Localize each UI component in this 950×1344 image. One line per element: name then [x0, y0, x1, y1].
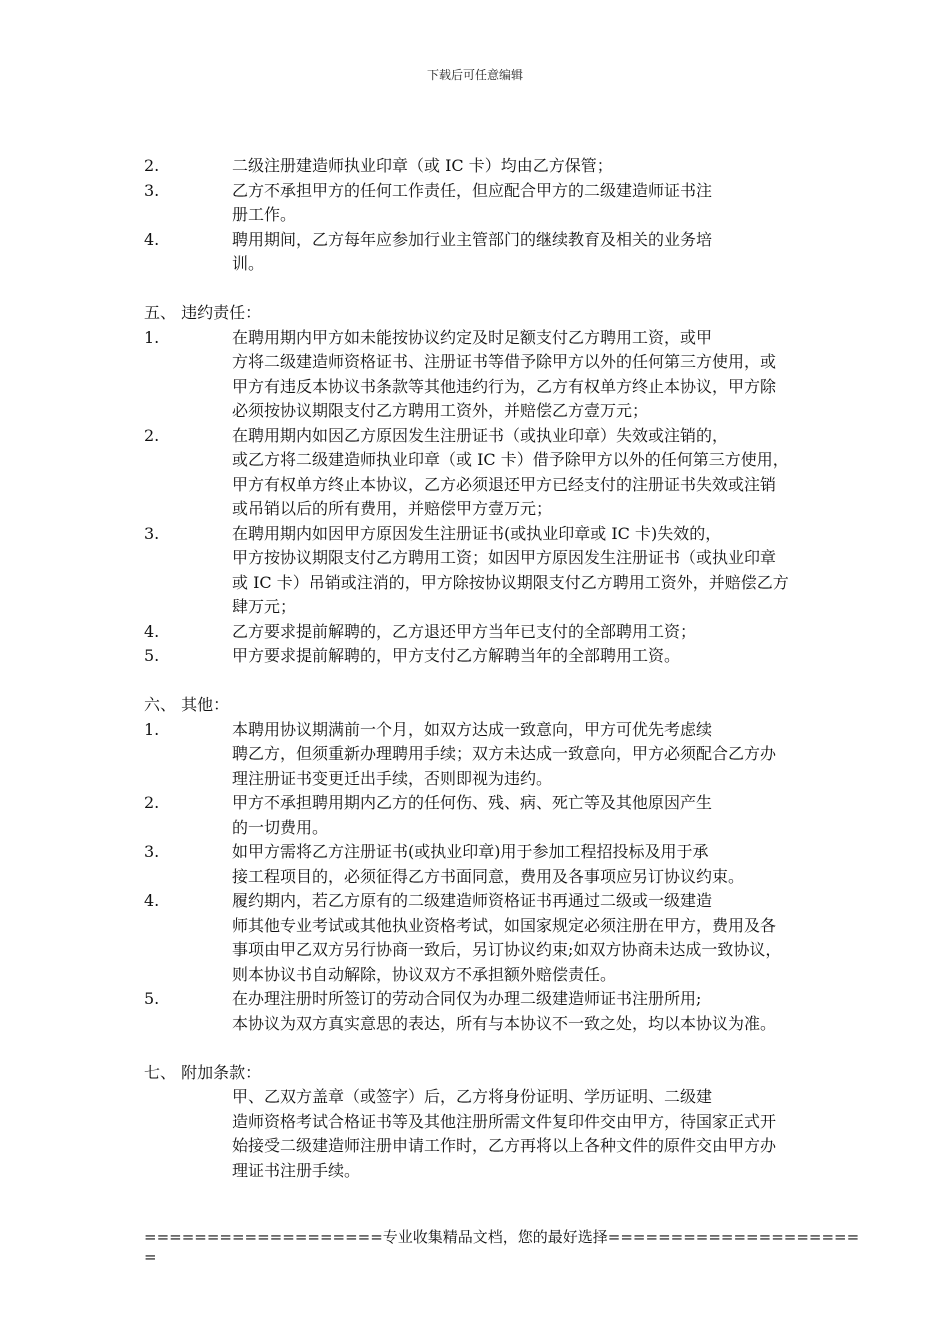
- clause-text: 甲方按协议期限支付乙方聘用工资；如因甲方原因发生注册证书（或执业印章: [232, 548, 777, 567]
- clause-text: 造师资格考试合格证书等及其他注册所需文件复印件交由甲方，待国家正式开: [232, 1111, 777, 1131]
- clause-line: [144, 938, 810, 963]
- clause-line: [144, 522, 810, 547]
- clause-text: 册工作。: [232, 205, 297, 224]
- clause-text: 聘乙方，但须重新办理聘用手续；双方未达成一致意向，甲方必须配合乙方办: [232, 744, 777, 763]
- clause-line: [144, 1134, 810, 1159]
- clause-line: [144, 914, 810, 939]
- footer-line: ===================专业收集精品文档，您的最好选择====================: [144, 1228, 860, 1246]
- clause-line: [144, 791, 810, 816]
- clause-line: [144, 350, 810, 375]
- clause-text: 在聘用期内如因甲方原因发生注册证书(或执业印章或 IC 卡)失效的，: [232, 523, 722, 543]
- clause-text: 本聘用协议期满前一个月，如双方达成一致意向，甲方可优先考虑续: [232, 719, 713, 739]
- clause-text: 师其他专业考试或其他执业资格考试，如国家规定必须注册在甲方，费用及各: [232, 915, 777, 935]
- clause-line: [144, 473, 810, 498]
- clause-line: [144, 375, 810, 400]
- clause-line: [144, 1012, 810, 1037]
- clause-line: [144, 718, 810, 743]
- clause-text: 或 IC 卡）吊销或注消的，甲方除按协议期限支付乙方聘用工资外，并赔偿乙方: [232, 572, 789, 592]
- clause-line: [144, 203, 810, 228]
- clause-line: [144, 448, 810, 473]
- clause-text: 肆万元；: [232, 597, 297, 616]
- blank-line: [144, 277, 810, 302]
- paragraph-line: 甲、乙双方盖章（或签字）后，乙方将身份证明、学历证明、二级建: [232, 1087, 713, 1106]
- page-footer: [144, 1227, 860, 1267]
- clause-line: [144, 497, 810, 522]
- clause-number: 4.: [144, 891, 160, 910]
- footer-line-end: =: [144, 1248, 157, 1266]
- clause-text: 接工程项目的，必须征得乙方书面同意，费用及各事项应另订协议约束。: [232, 866, 745, 886]
- clause-text: 在聘用期内如因乙方原因发生注册证书（或执业印章）失效或注销的，: [232, 425, 729, 445]
- clause-number: 2.: [144, 156, 160, 175]
- section-heading: 六、 其他：: [144, 695, 230, 714]
- section-heading: 五、 违约责任：: [144, 303, 262, 322]
- clause-line: [144, 179, 810, 204]
- clause-text: 训。: [232, 254, 265, 273]
- clause-text: 本协议为双方真实意思的表达，所有与本协议不一致之处，均以本协议为准。: [232, 1013, 777, 1033]
- blank-line: [144, 669, 810, 694]
- clause-line: [144, 399, 810, 424]
- clause-text: 甲方有权单方终止本协议，乙方必须退还甲方已经支付的注册证书失效或注销: [232, 474, 777, 494]
- clause-line: [144, 840, 810, 865]
- clause-line: [144, 889, 810, 914]
- clause-line: [144, 228, 810, 253]
- clause-text: 聘用期间，乙方每年应参加行业主管部门的继续教育及相关的业务培: [232, 229, 713, 249]
- clause-line: [144, 620, 810, 645]
- clause-number: 3.: [144, 180, 160, 200]
- clause-text: 事项由甲乙双方另行协商一致后，另订协议约束;如双方协商未达成一致协议，: [232, 940, 782, 959]
- clause-number: 1.: [144, 719, 160, 739]
- clause-line: [144, 644, 810, 669]
- clause-line: [144, 252, 810, 277]
- clause-line: [144, 595, 810, 620]
- clause-number: 5.: [144, 989, 160, 1008]
- clause-text: 的一切费用。: [232, 817, 329, 837]
- clause-line: [144, 987, 810, 1012]
- document-body: [144, 154, 810, 1183]
- clause-line: [144, 865, 810, 890]
- clause-text: 乙方不承担甲方的任何工作责任，但应配合甲方的二级建造师证书注: [232, 180, 713, 200]
- clause-line: [144, 816, 810, 841]
- clause-line: [144, 1110, 810, 1135]
- clause-text: 或吊销以后的所有费用，并赔偿甲方壹万元；: [232, 499, 553, 518]
- clause-text: 在办理注册时所签订的劳动合同仅为办理二级建造师证书注册所用;: [232, 989, 702, 1008]
- blank-line: [144, 1036, 810, 1061]
- clause-text: 必须按协议期限支付乙方聘用工资外，并赔偿乙方壹万元；: [232, 401, 649, 420]
- clause-text: 二级注册建造师执业印章（或 IC 卡）均由乙方保管；: [232, 156, 613, 175]
- clause-text: 甲方有违反本协议书条款等其他违约行为，乙方有权单方终止本协议，甲方除: [232, 376, 777, 396]
- clause-text: 甲方要求提前解聘的，甲方支付乙方解聘当年的全部聘用工资。: [232, 646, 681, 665]
- clause-line: [144, 154, 810, 179]
- clause-text: 始接受二级建造师注册申请工作时，乙方再将以上各种文件的原件交由甲方办: [232, 1136, 777, 1155]
- clause-number: 5.: [144, 646, 160, 665]
- clause-number: 4.: [144, 621, 160, 641]
- clause-line: [144, 963, 810, 988]
- clause-text: 理注册证书变更迁出手续，否则即视为违约。: [232, 768, 553, 788]
- clause-number: 2.: [144, 793, 160, 812]
- clause-number: 4.: [144, 229, 160, 249]
- section-heading: 七、 附加条款：: [144, 1062, 262, 1082]
- clause-text: 或乙方将二级建造师执业印章（或 IC 卡）借予除甲方以外的任何第三方使用，: [232, 450, 789, 469]
- clause-text: 甲方不承担聘用期内乙方的任何伤、残、病、死亡等及其他原因产生: [232, 793, 713, 812]
- clause-text: 在聘用期内甲方如未能按协议约定及时足额支付乙方聘用工资，或甲: [232, 327, 713, 347]
- clause-line: [144, 767, 810, 792]
- page-header: 下载后可任意编辑: [426, 68, 523, 82]
- clause-text: 乙方要求提前解聘的，乙方退还甲方当年已支付的全部聘用工资；: [232, 621, 697, 641]
- clause-text: 履约期内，若乙方原有的二级建造师资格证书再通过二级或一级建造: [232, 891, 713, 910]
- clause-line: [144, 326, 810, 351]
- clause-line: [144, 742, 810, 767]
- clause-number: 3.: [144, 523, 160, 543]
- clause-line: [144, 1159, 810, 1184]
- clause-text: 如甲方需将乙方注册证书(或执业印章)用于参加工程招投标及用于承: [232, 842, 709, 861]
- clause-text: 理证书注册手续。: [232, 1160, 361, 1180]
- clause-number: 2.: [144, 425, 160, 445]
- clause-number: 1.: [144, 327, 160, 347]
- clause-line: [144, 424, 810, 449]
- clause-line: [144, 546, 810, 571]
- clause-number: 3.: [144, 842, 160, 861]
- clause-text: 则本协议书自动解除，协议双方不承担额外赔偿责任。: [232, 964, 617, 984]
- clause-text: 方将二级建造师资格证书、注册证书等借予除甲方以外的任何第三方使用，或: [232, 352, 777, 371]
- clause-line: [144, 571, 810, 596]
